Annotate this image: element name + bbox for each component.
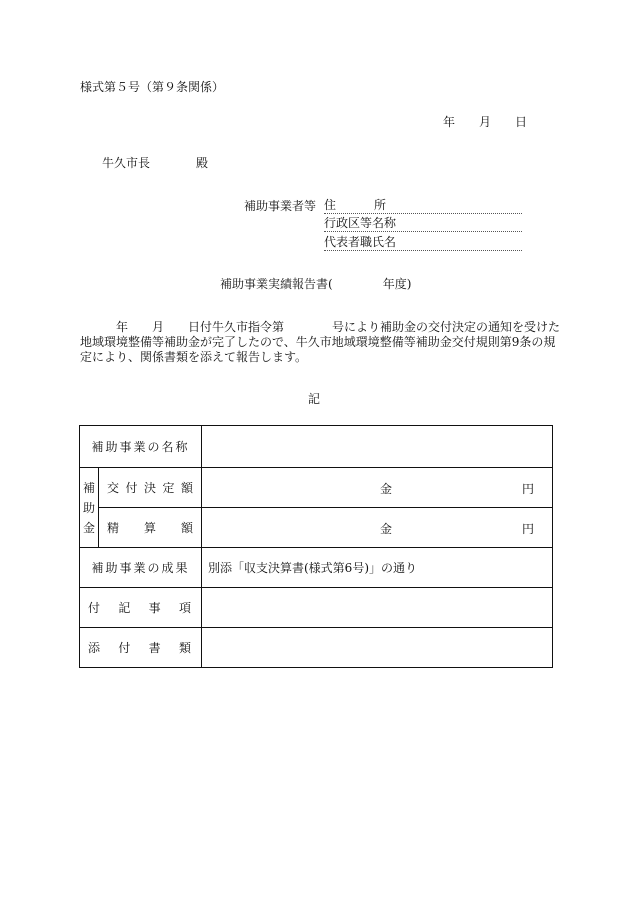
- report-title: [220, 277, 411, 291]
- body-line-2: 地域環境整備等補助金が完了したので、牛久市地域環境整備等補助金交付規則第9条の規: [80, 335, 556, 349]
- report-title-after: 年度): [382, 277, 412, 291]
- settlement-amount-label: 精 算 額: [99, 508, 202, 548]
- form-number: 様式第５号（第９条関係）: [80, 80, 225, 94]
- district-label: 行政区等名称: [324, 216, 397, 230]
- notes-label: 付記事項: [80, 588, 202, 628]
- ki-heading: 記: [308, 392, 321, 406]
- address-label-1: 住: [324, 198, 337, 212]
- table-row-settlement-amount: [80, 508, 553, 548]
- addressee-honorific: 殿: [196, 156, 209, 170]
- settlement-amount-cell[interactable]: [202, 508, 553, 548]
- result-value: 別添「収支決算書(様式第6号)」の通り: [202, 548, 553, 588]
- settlement-amount-yen: 円: [521, 522, 534, 536]
- attachments-label: 添付書類: [80, 628, 202, 668]
- address-field[interactable]: [324, 198, 522, 214]
- subsidy-char-1: 補: [82, 480, 95, 495]
- date-month: 月: [479, 115, 492, 129]
- project-name-label: 補助事業の名称: [80, 426, 202, 468]
- decision-amount-label: 交付決定額: [99, 468, 202, 508]
- date-day: 日: [515, 115, 528, 129]
- settlement-amount-kin: 金: [380, 522, 393, 536]
- applicant-label: 補助事業者等: [244, 199, 317, 213]
- body-line-1: 年 月 日付牛久市指令第 号により補助金の交付決定の通知を受けた: [116, 320, 561, 334]
- body-line-3: 定により、関係書類を添えて報告します。: [80, 350, 308, 364]
- attachments-cell[interactable]: [202, 628, 553, 668]
- district-field[interactable]: [324, 216, 522, 232]
- addressee: [102, 156, 208, 170]
- subsidy-char-2: 助: [82, 500, 95, 515]
- table-row-result: [80, 548, 553, 588]
- report-table: [79, 425, 553, 668]
- decision-amount-yen: 円: [521, 482, 534, 496]
- table-row-project-name: [80, 426, 553, 468]
- report-title-before: 補助事業実績報告書(: [220, 277, 333, 291]
- subsidy-group-label: [80, 468, 99, 548]
- decision-amount-cell[interactable]: [202, 468, 553, 508]
- subsidy-char-3: 金: [82, 520, 95, 535]
- representative-label: 代表者職氏名: [324, 235, 397, 249]
- notes-cell[interactable]: [202, 588, 553, 628]
- report-body: [80, 320, 561, 365]
- addressee-name: 牛久市長: [102, 156, 151, 170]
- date-line: [443, 115, 527, 129]
- table-row-attachments: [80, 628, 553, 668]
- table-row-decision-amount: [80, 468, 553, 508]
- table-row-notes: [80, 588, 553, 628]
- project-name-cell[interactable]: [202, 426, 553, 468]
- result-label: 補助事業の成果: [80, 548, 202, 588]
- address-label-2: 所: [374, 198, 387, 212]
- decision-amount-kin: 金: [380, 482, 393, 496]
- representative-field[interactable]: [324, 235, 522, 251]
- date-year: 年: [443, 115, 456, 129]
